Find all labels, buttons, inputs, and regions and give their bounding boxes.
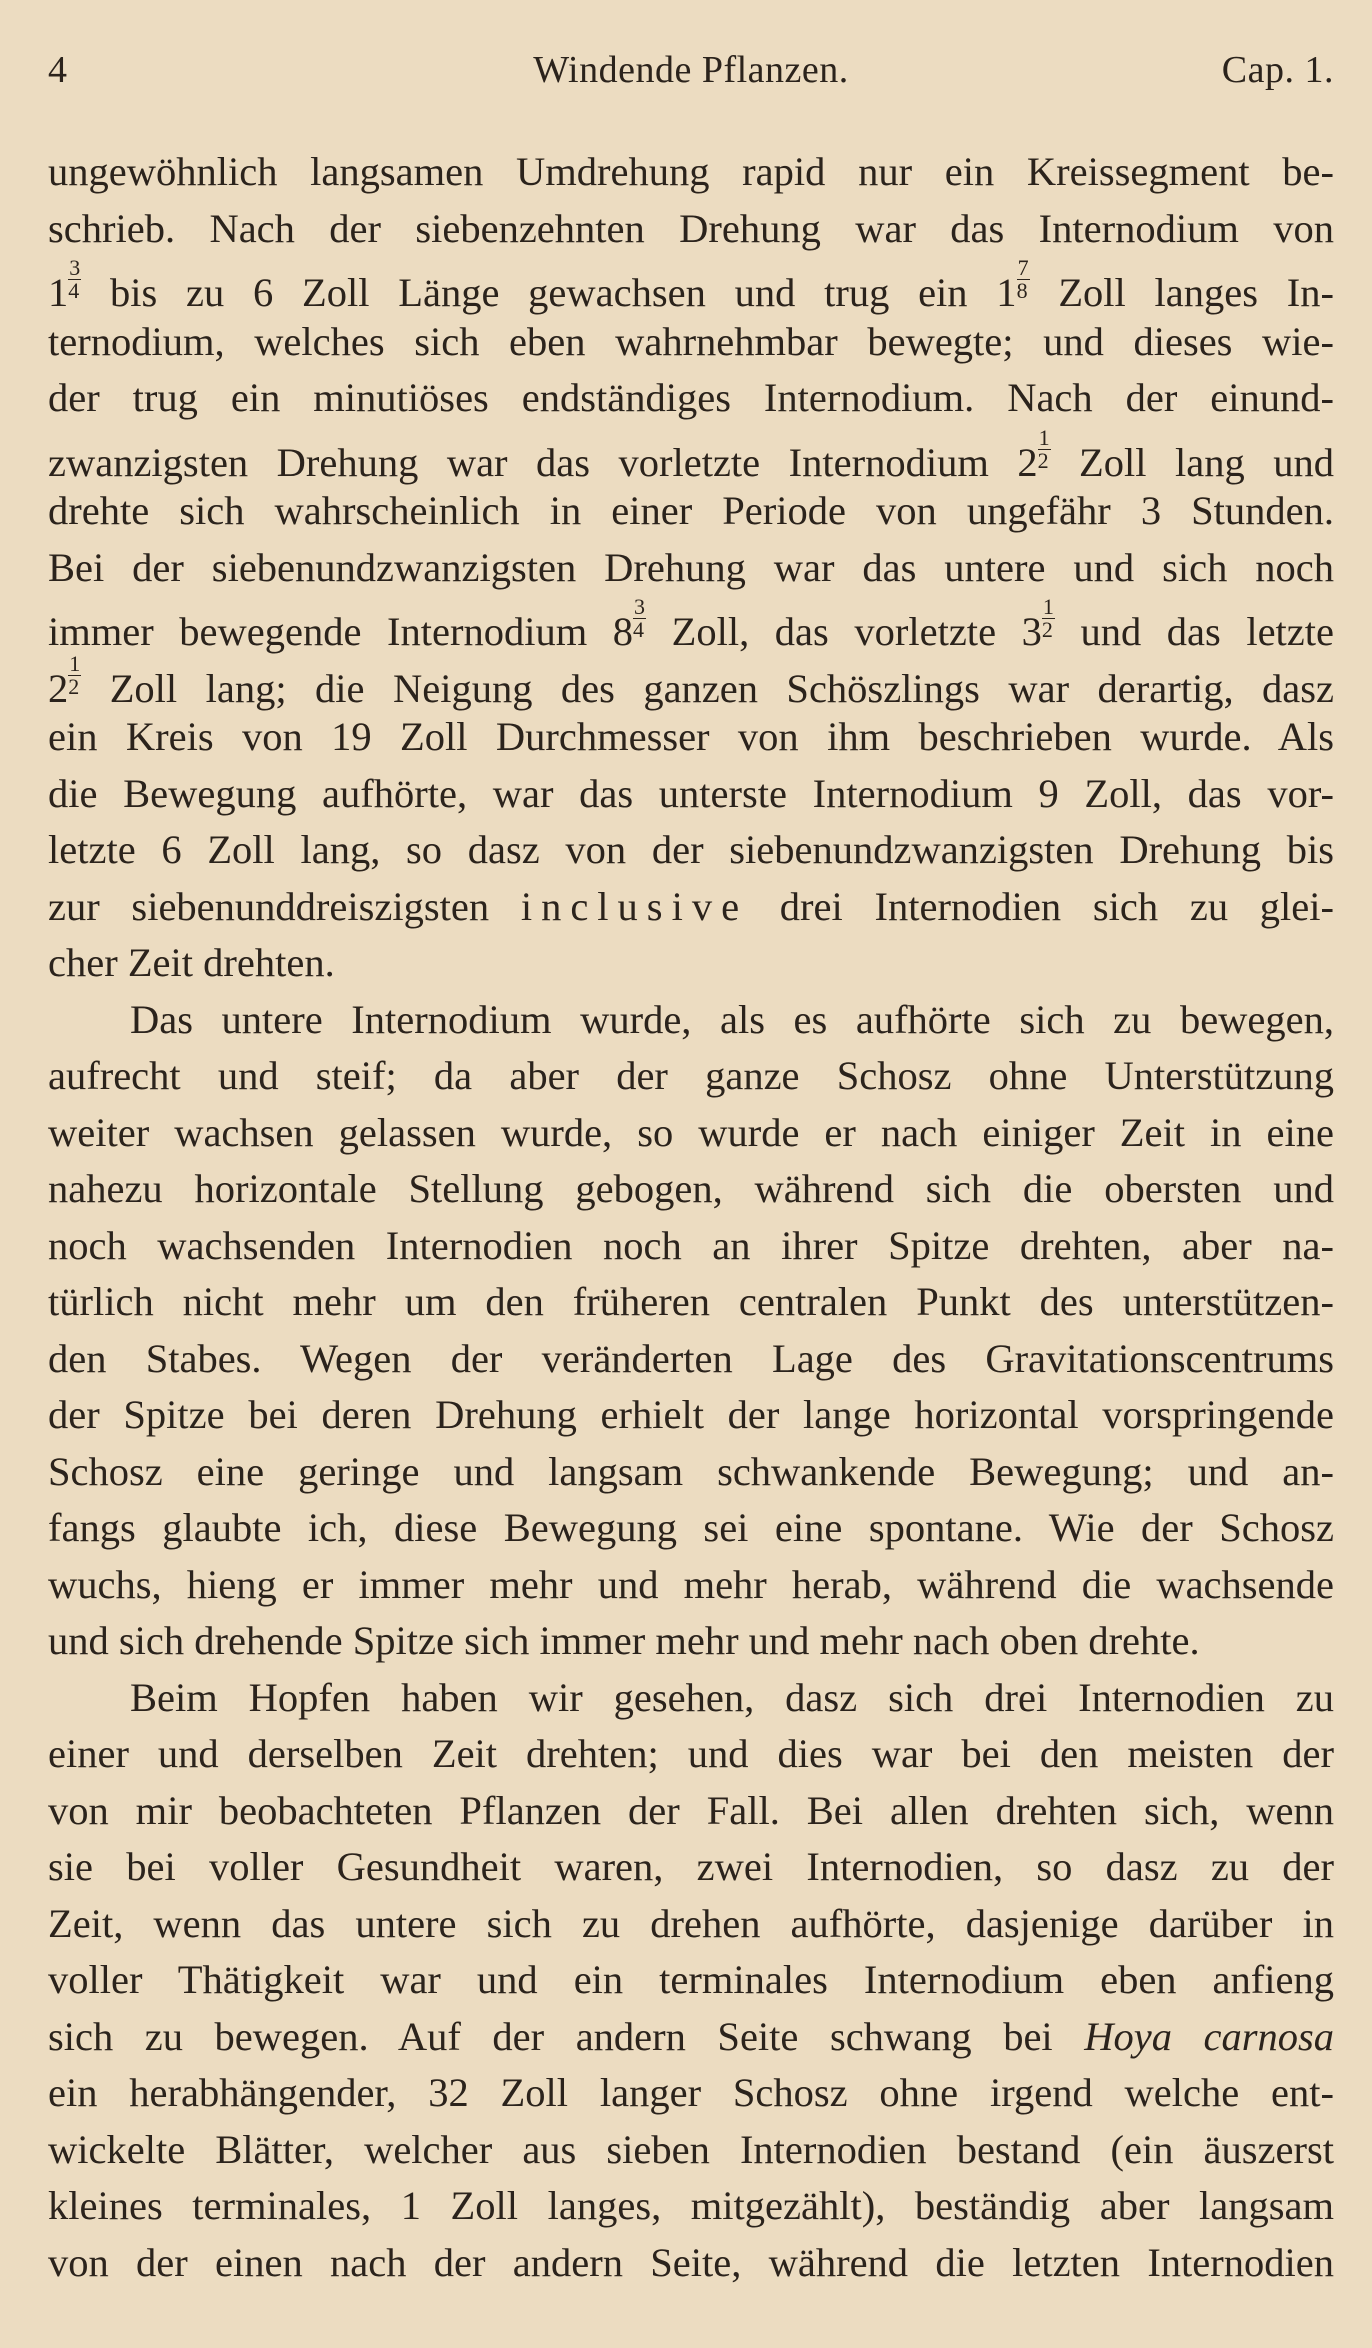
- text-segment: Beim Hopfen haben wir gesehen, dasz sich drei Internodien zu: [130, 1674, 1334, 1720]
- fraction: [68, 650, 81, 699]
- text-segment: und sich drehende Spitze sich immer mehr und mehr nach oben drehte.: [48, 1618, 1200, 1663]
- text-segment: ein Kreis von 19 Zoll Durchmesser von ihm beschrieben wurde. Als: [48, 714, 1334, 759]
- text-segment: Zoll, das vorletzte 3: [646, 609, 1042, 654]
- running-title: Windende Pflanzen.: [533, 49, 849, 91]
- fraction-numerator: 1: [69, 650, 81, 676]
- text-segment: schrieb. Nach der siebenzehnten Drehung war das Internodium von: [48, 205, 1334, 251]
- text-line: [48, 1444, 1334, 1501]
- text-segment: noch wachsenden Internodien noch an ihrer Spitze drehten, aber na-: [48, 1222, 1334, 1268]
- text-segment: Zoll langes In-: [1029, 270, 1334, 315]
- fraction-denominator: 4: [633, 617, 645, 642]
- running-head: [48, 48, 1334, 104]
- fraction-denominator: 2: [68, 673, 80, 699]
- text-line: [48, 766, 1334, 823]
- body-text: [48, 144, 1334, 2291]
- text-segment: wickelte Blätter, welcher aus sieben Internodien bestand (ein äuszerst: [48, 2126, 1334, 2172]
- fraction-numerator: 3: [634, 594, 646, 619]
- text-segment: türlich nicht mehr um den früheren centralen Punkt des unterstützen-: [48, 1279, 1334, 1324]
- text-segment: Zeit, wenn das untere sich zu drehen aufhörte, dasjenige darüber in: [48, 1900, 1334, 1946]
- text-line: [48, 257, 1334, 314]
- text-segment: Bei der siebenundzwanzigsten Drehung war das untere und sich noch: [48, 544, 1334, 590]
- text-line: [48, 822, 1334, 879]
- text-line: [48, 596, 1334, 653]
- chapter-reference: Cap. 1.: [1221, 49, 1334, 91]
- text-line: [48, 1726, 1334, 1783]
- text-segment: wuchs, hieng er immer mehr und mehr herab, während die wachsende: [48, 1561, 1334, 1607]
- text-segment: ein herabhängender, 32 Zoll langer Schosz ohne irgend welche ent-: [48, 2070, 1334, 2115]
- text-segment: und das letzte: [1054, 609, 1335, 654]
- text-line: [48, 1218, 1334, 1275]
- text-line: [48, 2009, 1334, 2066]
- text-line: [48, 992, 1334, 1049]
- fraction: [1042, 596, 1055, 641]
- text-segment: immer bewegende Internodium 8: [48, 609, 634, 654]
- text-line: [48, 709, 1334, 766]
- fraction: [1017, 257, 1030, 302]
- text-segment: Zoll lang und: [1050, 439, 1334, 485]
- text-segment: Zoll lang; die Neigung des ganzen Schöszlings war derartig, dasz: [81, 665, 1334, 711]
- text-line: [48, 2122, 1334, 2179]
- fraction-denominator: 8: [1016, 278, 1028, 303]
- text-line: [48, 1670, 1334, 1727]
- text-line: [48, 2178, 1334, 2235]
- text-line: [48, 1613, 1334, 1670]
- text-segment: Schosz eine geringe und langsam schwankende Bewegung; und an-: [48, 1448, 1334, 1494]
- text-line: [48, 935, 1334, 992]
- text-line: [48, 1557, 1334, 1614]
- text-line: [48, 1274, 1334, 1331]
- text-segment: zwanzigsten Drehung war das vorletzte Internodium 2: [48, 439, 1038, 485]
- text-line: [48, 1387, 1334, 1444]
- text-line: [48, 2065, 1334, 2122]
- text-segment: sie bei voller Gesundheit waren, zwei Internodien, so dasz zu der: [48, 1844, 1334, 1889]
- text-line: [48, 1161, 1334, 1218]
- text-line: [48, 2235, 1334, 2292]
- fraction-numerator: 1: [1042, 594, 1054, 619]
- fraction-numerator: 7: [1017, 255, 1029, 280]
- text-segment: voller Thätigkeit war und ein terminales Internodium eben anfieng: [48, 1957, 1334, 2002]
- text-line: [48, 1500, 1334, 1557]
- text-line: [48, 1048, 1334, 1105]
- text-line: [48, 314, 1334, 371]
- book-page: [48, 48, 1334, 2328]
- text-segment: ternodium, welches sich eben wahrnehmbar bewegte; und dieses wie-: [48, 318, 1334, 364]
- fraction: [1037, 424, 1051, 473]
- text-line: [48, 540, 1334, 597]
- emphasis-spaced: inclusive: [520, 883, 749, 929]
- fraction-denominator: 2: [1041, 617, 1053, 642]
- text-line: [48, 1896, 1334, 1953]
- text-segment: bis zu 6 Zoll Länge gewachsen und trug ein 1: [81, 270, 1017, 315]
- text-segment: fangs glaubte ich, diese Bewegung sei eine spontane. Wie der Schosz: [48, 1505, 1334, 1550]
- text-line: [48, 1952, 1334, 2009]
- text-segment: kleines terminales, 1 Zoll langes, mitgezählt), beständig aber langsam: [48, 2183, 1334, 2228]
- fraction-numerator: 1: [1038, 424, 1050, 450]
- text-segment: Das untere Internodium wurde, als es aufhörte sich zu bewegen,: [130, 996, 1334, 1042]
- text-line: [48, 879, 1334, 936]
- text-line: [48, 144, 1334, 201]
- text-segment: 2: [48, 665, 69, 711]
- page-number: 4: [48, 49, 68, 91]
- fraction-denominator: 2: [1037, 447, 1049, 473]
- text-segment: einer und derselben Zeit drehten; und dies war bei den meisten der: [48, 1731, 1334, 1776]
- text-line: [48, 370, 1334, 427]
- text-segment: weiter wachsen gelassen wurde, so wurde er nach einiger Zeit in eine: [48, 1109, 1334, 1155]
- text-segment: letzte 6 Zoll lang, so dasz von der siebenundzwanzigsten Drehung bis: [48, 827, 1334, 872]
- text-line: [48, 1783, 1334, 1840]
- species-name-italic: Hoya carnosa: [1084, 2013, 1334, 2059]
- text-line: [48, 201, 1334, 258]
- text-segment: von der einen nach der andern Seite, während die letzten Internodien: [48, 2239, 1334, 2285]
- text-line: [48, 1105, 1334, 1162]
- fraction: [633, 596, 646, 641]
- text-segment: die Bewegung aufhörte, war das unterste Internodium 9 Zoll, das vor-: [48, 770, 1334, 816]
- text-segment: den Stabes. Wegen der veränderten Lage des Gravitationscentrums: [48, 1335, 1334, 1381]
- text-segment: aufrecht und steif; da aber der ganze Schosz ohne Unterstützung: [48, 1053, 1334, 1098]
- text-segment: cher Zeit drehten.: [48, 940, 335, 985]
- fraction: [68, 257, 81, 302]
- text-segment: der Spitze bei deren Drehung erhielt der lange horizontal vorspringende: [48, 1392, 1334, 1437]
- text-segment: drehte sich wahrscheinlich in einer Periode von ungefähr 3 Stunden.: [48, 488, 1334, 533]
- fraction-denominator: 4: [68, 278, 80, 303]
- text-segment: der trug ein minutiöses endständiges Internodium. Nach der einund-: [48, 375, 1334, 420]
- text-segment: nahezu horizontale Stellung gebogen, während sich die obersten und: [48, 1166, 1334, 1211]
- fraction-numerator: 3: [69, 255, 81, 280]
- text-segment: 1: [48, 270, 69, 315]
- text-line: [48, 650, 1334, 711]
- text-segment: drei Internodien sich zu glei-: [748, 883, 1335, 929]
- text-segment: ungewöhnlich langsamen Umdrehung rapid nur ein Kreissegment be-: [48, 149, 1334, 194]
- text-segment: zur siebenunddreiszigsten: [48, 883, 521, 929]
- text-line: [48, 1331, 1334, 1388]
- text-segment: von mir beobachteten Pflanzen der Fall. Bei allen drehten sich, wenn: [48, 1787, 1334, 1833]
- text-segment: sich zu bewegen. Auf der andern Seite schwang bei: [48, 2013, 1085, 2059]
- text-line: [48, 483, 1334, 540]
- text-line: [48, 1839, 1334, 1896]
- text-line: [48, 424, 1334, 485]
